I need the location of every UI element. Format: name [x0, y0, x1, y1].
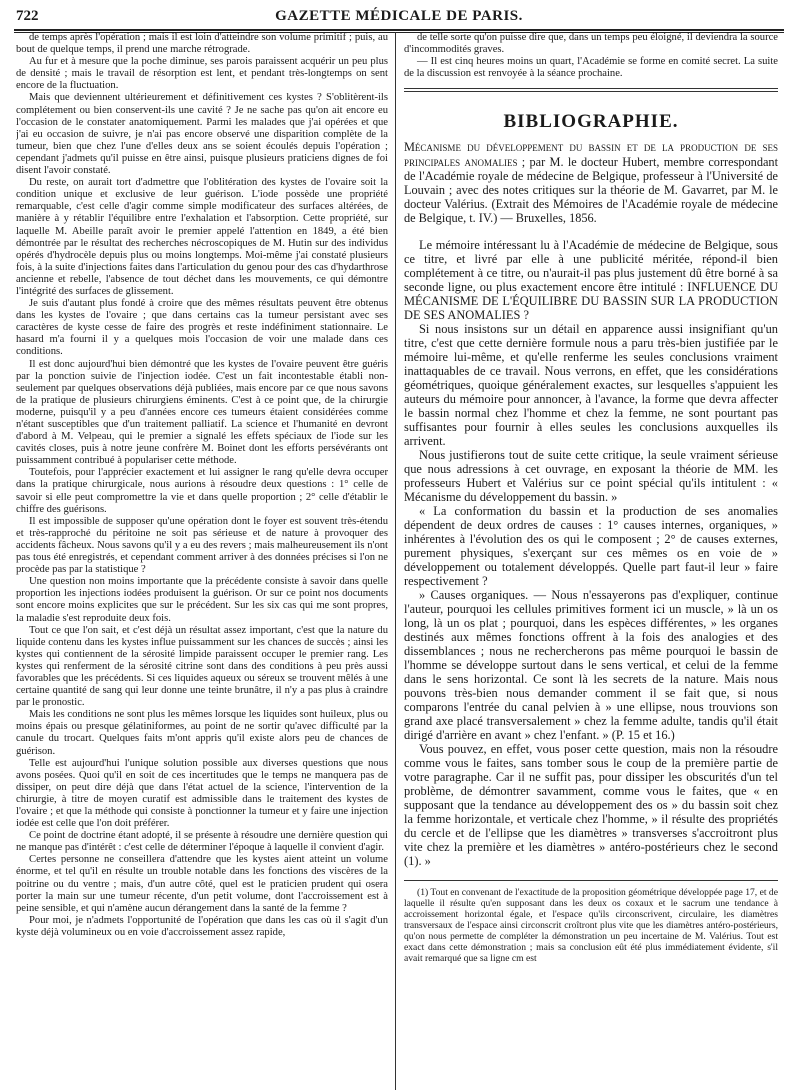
page-header: [14, 6, 784, 28]
book-title: Mécanisme du développement du bassin et de la production de ses principales anomalies ;: [404, 140, 778, 169]
paragraph: Une question non moins importante que la précédente consiste à savoir dans quelle proportion les injections iodées produisent la guérison. Or sur ce point nos documents sont encore moins explicites que sur le précédent. Sur les six cas qui me sont propres, la maladie s'est reproduite deux fois.: [16, 576, 388, 624]
paragraph: Telle est aujourd'hui l'unique solution possible aux diverses questions que nous avons posées. Quoi qu'il en soit de ces incertitudes que le temps ne manquera pas de dissiper, on peut dire déjà que dans l'état actuel de la science, l'intervention de la chirurgie, à titre de moyen curatif est admissible dans le traitement des kystes de l'ovaire ; et que la méthode qui consiste à ponctionner la tumeur et y faire une injection iodée est celle que l'on doit préférer.: [16, 757, 388, 830]
paragraph: Mais les conditions ne sont plus les mêmes lorsque les liquides sont huileux, plus ou moins épais ou presque gélatiniformes, au point de ne sortir qu'avec difficulté par la canule du trocart. Quelques faits m'ont appris qu'il existe alors peu de chances de guérison.: [16, 709, 388, 757]
paragraph: Mais que deviennent ultérieurement et définitivement ces kystes ? S'oblitèrent-ils complétement ou bien conservent-ils une cavité ? Je ne sache pas qu'on ait encore eu l'occasion de le constater anatomiquement. Parmi les malades que j'ai opérées et que j'ai eu occasion de suivre, je n'ai pas encore observé une disparition complète de la tumeur, bien que chez l'une d'elles deux ans se soient écoulés depuis l'opération ; cependant j'admets qu'il puisse en être ainsi, puisque plusieurs praticiens dignes de foi disent l'avoir constaté.: [16, 92, 388, 177]
paragraph: — Il est cinq heures moins un quart, l'Académie se forme en comité secret. La suite de la discussion est renvoyée à la séance prochaine.: [404, 56, 778, 80]
book-details: par M. le docteur Hubert, membre correspondant de l'Académie royale de médecine de Belgique, professeur à l'Université de Louvain ; avec des notes critiques sur la théorie de M. Gavarret, par M. le docteur Valérius. (Extrait des Mémoires de l'Académie royale de médecine de Belgique, t. IV.) — Bruxelles, 1856.: [404, 154, 778, 226]
paragraph: Au fur et à mesure que la poche diminue, ses parois paraissent acquérir un peu plus de densité ; mais le travail de résorption est lent, et pendant très-longtemps on sent encore de la fluctuation.: [16, 56, 388, 92]
paragraph: Du reste, on aurait tort d'admettre que l'oblitération des kystes de l'ovaire soit la condition unique et exclusive de leur guérison. L'iode possède une propriété remarquable, c'est celle d'agir comme simple modificateur des surfaces altérées, de manière à y rétablir l'équilibre entre l'exhalation et l'absorption. Cette propriété, sur laquelle M. Abeille paraît avoir le premier appelé l'attention en 1849, a été bien démontrée par le résultat des recherches nécroscopiques de M. Hutin sur des individus opérés d'hydrocèle depuis plus ou moins longtemps. Moi-même j'ai constaté plusieurs fois, à la suite d'injections faites dans l'articulation du genou pour des cas d'hydarthrose ancienne et rebelle, l'absence de tout déchet dans les mouvements, ce qui démontre l'intégrité des surfaces de glissement.: [16, 177, 388, 297]
left-column: [16, 32, 388, 1090]
journal-title: GAZETTE MÉDICALE DE PARIS.: [275, 8, 523, 24]
page-number: 722: [16, 8, 39, 24]
column-divider: [395, 32, 396, 1090]
paragraph: Vous pouvez, en effet, vous poser cette question, mais non la résoudre comme vous le faites, sans tomber sous le coup de la première partie de votre paragraphe. Car il ne suffit pas, pour dissiper les obscurités d'un tel problème, de démontrer savamment, comme vous le faites, que « en supposant que la tendance au développement des os » du bassin soit chez la femme horizontale, et verticale chez l'homme, » il résulte des propriétés du cercle et de l'ellipse que les diamètres » transverses s'accroitront plus vite chez la première et les diamètres » antéro-postérieurs chez le second (1). »: [404, 741, 778, 868]
footnote: [404, 887, 778, 965]
paragraph: Toutefois, pour l'apprécier exactement et lui assigner le rang qu'elle devra occuper dans la pratique chirurgicale, nous aurions à résoudre deux questions : 1° celle de savoir si elle peut compromettre la vie et dans quelle proportion ; 2° celle d'établir le chiffre des guérisons.: [16, 467, 388, 515]
footnote-text: (1) Tout en convenant de l'exactitude de la proposition géométrique développée page 17, et de laquelle il résulte qu'en supposant dans les deux os coxaux et le sacrum une tendance à accroissement horizontal égale, et l'espace qu'ils circonscrivent, circulaire, les diamètres transversaux de l'espace ainsi circonscrit croîtront plus vite que les diamètres antéro-postérieurs, qu'on nous permette de compléter la démonstration un peu incertaine de M. Valérius. Tout est exact dans cette démonstration ; mais sa conclusion eût été plus immédiatement évidente, s'il avait remarqué que sa ligne cm est: [404, 886, 778, 965]
review-body: [404, 238, 778, 868]
paragraph: Tout ce que l'on sait, et c'est déjà un résultat assez important, c'est que la nature du liquide contenu dans les kystes influe puissamment sur les chances de succès ; ainsi les kystes qui contiennent de la sérosité limpide paraissent occuper le premier rang. Les kystes qui renferment de la sérosité citrine sont dans des conditions à peu près aussi favorables que les précédents. Si ces liquides aqueux ou séreux se trouvent mêlés à une certaine quantité de sang qui leur donne une teinte brunâtre, il n'y a pas plus à craindre par le pronostic.: [16, 624, 388, 709]
paragraph: Certes personne ne conseillera d'attendre que les kystes aient atteint un volume énorme, et tel qu'il en résulte un trouble notable dans les fonctions des viscères de la poitrine ou du ventre ; mais, d'un autre côté, quel est le praticien prudent qui osera porter la main sur une tumeur récente, d'un petit volume, dont l'accroissement est à peine sensible, et qui n'amène aucun dérangement dans la santé de la femme ?: [16, 854, 388, 914]
paragraph: Je suis d'autant plus fondé à croire que des mêmes résultats peuvent être obtenus dans les kystes de l'ovaire ; que dans certains cas la tumeur persistant avec ses caractères de kyste cesse de faire des progrès et reste indéfiniment stationnaire. Le hasard m'a fourni il y a quelques mois l'occasion de voir une malade dans ces conditions.: [16, 298, 388, 358]
paragraph: Il est impossible de supposer qu'une opération dont le foyer est souvent très-étendu et très-rapproché du péritoine ne soit pas sérieuse et de nature à provoquer des accidents fâcheux. Nous savons qu'il y a eu des revers ; mais malheureusement ils n'ont pas tous été enregistrés, et cependant comment arriver à des données précises si l'on ne procède pas par la statistique ?: [16, 515, 388, 576]
footnote-rule: [404, 880, 778, 881]
paragraph: Le mémoire intéressant lu à l'Académie de médecine de Belgique, sous ce titre, et livré par elle à une publicité méritée, répond-il bien complétement à ce titre, ou n'aurait-il pas plus justement dû être borné à sa seconde ligne, ou plus exactement encore être intitulé : INFLUENCE DU MÉCANISME DE L'ÉQUILIBRE DU BASSIN SUR LA PRODUCTION DE SES ANOMALIES ?: [404, 237, 778, 322]
paragraph: Si nous insistons sur un détail en apparence aussi insignifiant qu'un titre, c'est que cette dernière formule nous a paru très-bien justifiée par le mémoire lui-même, et qu'elle renferme les seules conclusions vraiment inattaquables de ce travail. Nous verrons, en effet, que les considérations géométriques, quoique généralement exactes, sur lesquelles s'appuient les auteurs du mémoire pour annoncer, à l'avance, la forme que devra affecter le bassin normal chez l'homme et chez la femme, ne sont pourtant pas suffisantes pour fournir à elles seules les conclusions auxquelles ils arrivent.: [404, 321, 778, 448]
section-title: BIBLIOGRAPHIE.: [503, 111, 679, 133]
right-column: [404, 32, 778, 1090]
paragraph: de telle sorte qu'on puisse dire que, dans un temps peu éloigné, il deviendra la source d'incommodités graves.: [404, 32, 778, 56]
quote-paragraph: « La conformation du bassin et la production de ses anomalies dépendent de deux ordres de causes : 1° causes internes, organiques, » inhérentes à l'évolution des os qui le composent ; 2° de causes externes, purement physiques, s'exerçant sur ces mêmes os en voie de » développement ou totalement développés. Quelle part faut-il leur » faire respectivement ?: [404, 503, 778, 588]
paragraph: Il est donc aujourd'hui bien démontré que les kystes de l'ovaire peuvent être guéris par la ponction suivie de l'injection iodée. C'est un fait incontestable établi non-seulement par quelques observations déjà publiées, mais encore par ce que nous savons de la pratique de plusieurs chirurgiens éminents. C'est à ce point que, de la chirurgie moderne, puisqu'il y a peu d'années encore ces tumeurs étaient considérées comme n'étant susceptibles que d'un traitement palliatif. La science et l'humanité en devront d'abord à M. Velpeau, qui le premier a signalé les effets spéciaux de l'iode sur les cavités closes, puis à notre jeune confrère M. Boinet dont les efforts persévérants ont puissamment contribué à populariser cette méthode.: [16, 358, 388, 467]
paragraph: de temps après l'opération ; mais il est loin d'atteindre son volume primitif ; puis, au bout de quelque temps, il prend une marche rétrograde.: [16, 32, 388, 56]
quote-paragraph: » Causes organiques. — Nous n'essayerons pas d'expliquer, continue l'auteur, pourquoi les cellules primitives forment ici un muscle, » là un os long, là un os plat ; pourquoi, dans les espèces différentes, » les organes destinés aux mêmes fonctions offrent à la fois des analogies et des dissemblances ; nous ne rechercherons pas même pourquoi le bassin de l'homme se développe surtout dans le sens vertical, et celui de la femme dans le sens horizontal. Ce sont là les secrets de la nature. Mais nous pouvons très-bien nous demander comment il se fait que, si nous comparons l'entrée du canal pelvien à » une ellipse, nous trouvions son grand axe placé transversalement » chez la femme adulte, tandis qu'il était dirigé d'arrière en avant » chez l'enfant. » (P. 15 et 16.): [404, 587, 778, 742]
paragraph: Nous justifierons tout de suite cette critique, la seule vraiment sérieuse que nous adressions à cet ouvrage, en exposant la théorie de MM. les professeurs Hubert et Valérius sur ce point spécial qu'ils intitulent : « Mécanisme du développement du bassin. »: [404, 447, 778, 504]
section-rule: [404, 88, 778, 92]
paragraph: Ce point de doctrine étant adopté, il se présente à résoudre une dernière question qui ne manque pas d'intérêt : c'est celle de déterminer l'époque à laquelle il convient d'agir.: [16, 830, 388, 854]
bibliography-entry: [404, 140, 778, 225]
paragraph: Pour moi, je n'admets l'opportunité de l'opération que dans les cas où il s'agit d'un kyste déjà volumineux ou en voie d'accroissement assez rapide,: [16, 914, 388, 938]
